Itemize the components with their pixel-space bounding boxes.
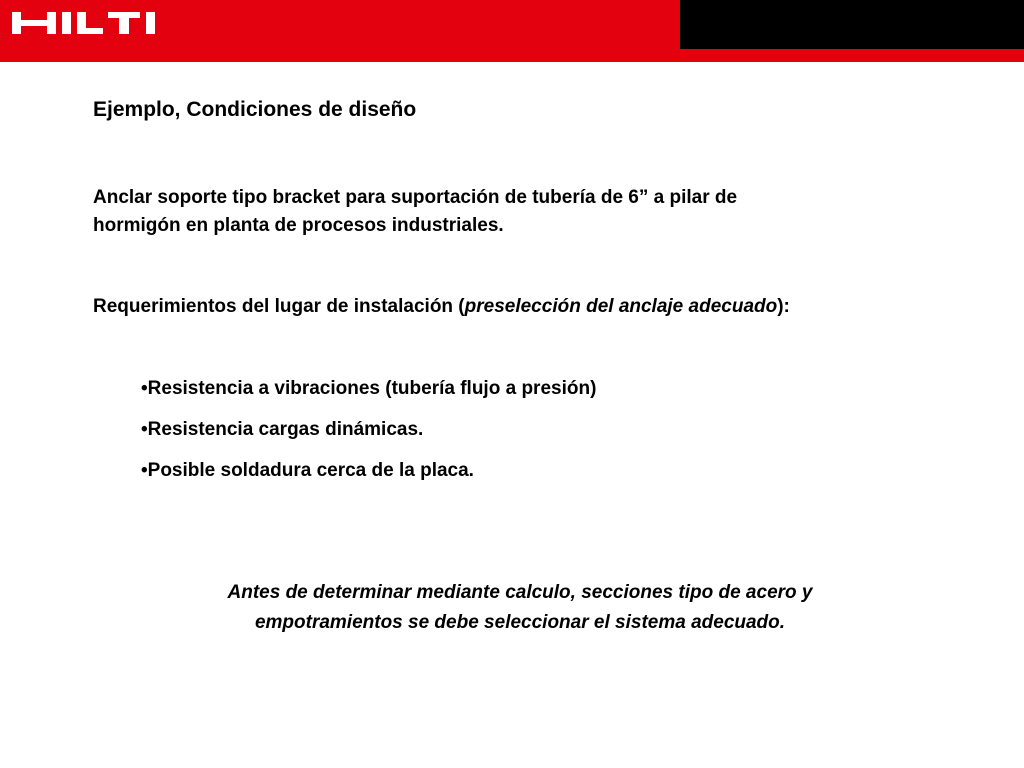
description-line-1: Anclar soporte tipo bracket para suportación de tubería de 6” a pilar de bbox=[93, 187, 738, 208]
closing-statement bbox=[120, 578, 920, 638]
slide-title: Ejemplo, Condiciones de diseño bbox=[93, 98, 417, 121]
requirements-suffix: ): bbox=[777, 296, 790, 317]
requirements-italic: preselección del anclaje adecuado bbox=[464, 296, 778, 317]
requirements-list bbox=[141, 375, 596, 498]
header-black-block bbox=[680, 0, 1024, 49]
requirements-prefix: Requerimientos del lugar de instalación ( bbox=[93, 296, 465, 317]
hilti-logo bbox=[12, 10, 162, 36]
description-line-2: hormigón en planta de procesos industriales. bbox=[93, 215, 504, 236]
list-item: •Resistencia a vibraciones (tubería flujo a presión) bbox=[141, 378, 597, 399]
closing-line-2: empotramientos se debe seleccionar el sistema adecuado. bbox=[254, 612, 786, 633]
closing-line-1: Antes de determinar mediante calculo, secciones tipo de acero y bbox=[227, 582, 813, 603]
requirements-heading bbox=[93, 293, 953, 321]
list-item: •Posible soldadura cerca de la placa. bbox=[141, 460, 474, 481]
description-paragraph bbox=[93, 184, 953, 240]
list-item: •Resistencia cargas dinámicas. bbox=[141, 419, 424, 440]
